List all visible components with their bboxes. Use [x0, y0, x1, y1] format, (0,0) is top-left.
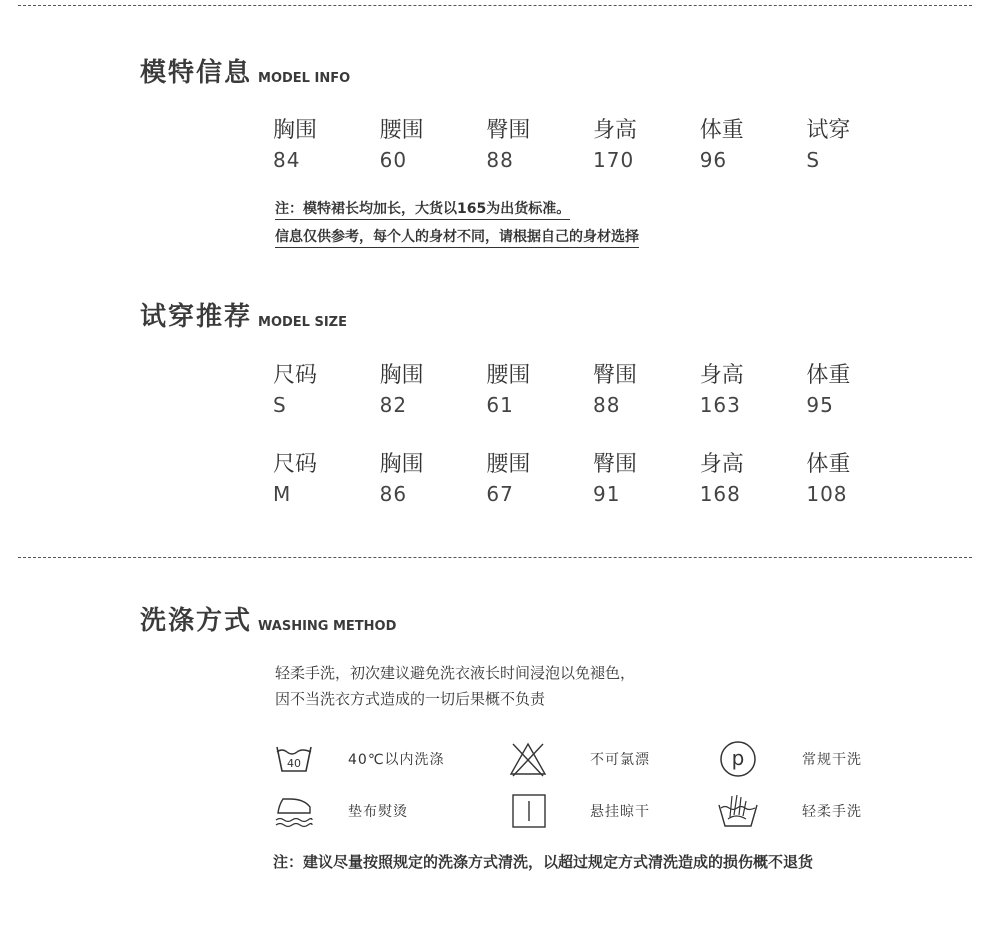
line-dry-icon	[506, 792, 550, 830]
header-bust: 胸围	[273, 117, 318, 143]
washing-description	[275, 660, 635, 712]
value-height: 168	[699, 482, 741, 506]
model-info-title-zh: 模特信息	[140, 58, 253, 88]
care-item-hand-wash	[716, 792, 862, 830]
washing-title-zh: 洗涤方式	[140, 606, 253, 636]
value-hip: 88	[593, 393, 621, 417]
dry-clean-p-icon-text: p	[731, 746, 745, 770]
value-weight: 96	[699, 148, 728, 172]
washing-line-1: 轻柔手洗，初次建议避免洗衣液长时间浸泡以免褪色，	[275, 664, 636, 682]
model-size-title-zh: 试穿推荐	[140, 302, 253, 332]
size-header-row	[273, 446, 913, 478]
value-tried-size: S	[806, 148, 821, 172]
header-hip: 臀围	[486, 117, 531, 143]
care-label-no-bleach: 不可氯漂	[590, 752, 650, 768]
value-height: 170	[593, 148, 635, 172]
value-bust: 86	[379, 482, 408, 506]
care-item-dry-clean	[716, 740, 862, 778]
value-waist: 60	[379, 148, 408, 172]
model-info-title-en: MODEL INFO	[258, 71, 351, 86]
value-size: S	[273, 393, 287, 417]
care-label-line-dry: 悬挂晾干	[590, 804, 650, 820]
value-hip: 88	[486, 148, 514, 172]
size-value-row	[273, 389, 913, 421]
header-height: 身高	[699, 451, 744, 477]
top-divider	[18, 5, 972, 6]
header-hip: 臀围	[593, 362, 638, 388]
model-info-note	[275, 196, 639, 252]
iron-with-cloth-icon	[272, 792, 316, 830]
value-bust: 82	[379, 393, 408, 417]
value-height: 163	[699, 393, 741, 417]
model-size-title	[140, 302, 347, 332]
care-label-iron: 垫布熨烫	[348, 804, 408, 820]
value-bust: 84	[273, 148, 301, 172]
header-weight: 体重	[806, 362, 851, 388]
care-item-iron	[272, 792, 408, 830]
model-size-table-m	[273, 446, 913, 510]
header-tried-size: 试穿	[806, 117, 851, 143]
value-weight: 95	[806, 393, 834, 417]
size-header-row	[273, 357, 913, 389]
care-item-wash-40	[272, 740, 445, 778]
washing-title-en: WASHING METHOD	[258, 619, 397, 634]
note-line-2: 信息仅供参考，每个人的身材不同，请根据自己的身材选择	[275, 227, 639, 248]
washing-title	[140, 606, 396, 636]
header-waist: 腰围	[379, 117, 424, 143]
model-info-header-row	[273, 112, 913, 144]
washing-line-2: 因不当洗衣方式造成的一切后果概不负责	[275, 690, 546, 708]
header-height: 身高	[593, 117, 638, 143]
value-hip: 91	[593, 482, 621, 506]
header-bust: 胸围	[379, 362, 424, 388]
value-waist: 67	[486, 482, 514, 506]
hand-wash-icon	[716, 792, 760, 830]
header-hip: 臀围	[593, 451, 638, 477]
header-size: 尺码	[273, 362, 318, 388]
value-weight: 108	[806, 482, 848, 506]
washing-disclaimer: 注：建议尽量按照规定的洗涤方式清洗，以超过规定方式清洗造成的损伤概不退货	[273, 853, 814, 871]
header-bust: 胸围	[379, 451, 424, 477]
care-item-line-dry	[506, 792, 650, 830]
value-waist: 61	[486, 393, 514, 417]
header-waist: 腰围	[486, 362, 531, 388]
middle-divider	[18, 557, 972, 558]
model-info-table	[273, 112, 913, 176]
value-size: M	[273, 482, 292, 506]
dry-clean-p-icon	[716, 740, 760, 778]
header-size: 尺码	[273, 451, 318, 477]
care-item-no-bleach	[506, 740, 650, 778]
model-size-table-s	[273, 357, 913, 421]
no-bleach-icon	[506, 740, 550, 778]
header-weight: 体重	[806, 451, 851, 477]
care-label-dry-clean: 常规干洗	[802, 752, 862, 768]
header-height: 身高	[699, 362, 744, 388]
wash-40-icon	[272, 740, 316, 778]
header-weight: 体重	[699, 117, 744, 143]
model-info-title	[140, 58, 350, 88]
care-label-hand-wash: 轻柔手洗	[802, 804, 862, 820]
wash-40-icon-text: 40	[287, 757, 301, 770]
care-label-wash-40: 40℃以内洗涤	[348, 752, 445, 768]
header-waist: 腰围	[486, 451, 531, 477]
model-size-title-en: MODEL SIZE	[258, 315, 347, 330]
model-info-value-row	[273, 144, 913, 176]
note-line-1: 注：模特裙长均加长，大货以165为出货标准。	[275, 199, 570, 220]
size-value-row	[273, 478, 913, 510]
